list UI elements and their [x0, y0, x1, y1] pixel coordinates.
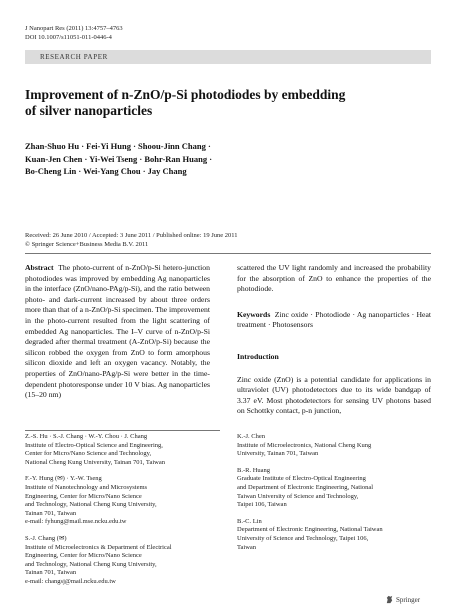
- introduction-text: Zinc oxide (ZnO) is a potential candidate for applications in ultraviolet (UV) photodetectors due to its wide bandgap of 3.37 eV. Most photodetectors for sensing UV photons based on Schottky contact, p-n junction,: [237, 374, 431, 416]
- affiliation-line: Institute of Microelectronics, National Cheng Kung: [237, 441, 372, 449]
- affiliations-right: [237, 433, 431, 560]
- affiliation-line: Taipei 106, Taiwan: [237, 501, 287, 509]
- affiliation-line: University, Tainan 701, Taiwan: [237, 450, 319, 458]
- affiliation-line: and Technology, National Cheng Kung University,: [25, 501, 157, 509]
- affiliation-line: Taiwan: [237, 543, 257, 551]
- affiliation-line: Engineering, Center for Micro/Nano Science: [25, 552, 142, 560]
- affiliation-block: [25, 535, 220, 587]
- affiliation-line: Graduate Institute of Electro-Optical Engineering: [237, 475, 366, 483]
- affiliation-line: K.-J. Chen: [237, 433, 265, 440]
- paper-title-line-2: of silver nanoparticles: [25, 103, 153, 118]
- abstract-continuation: scattered the UV light randomly and increased the probability for the absorption of ZnO to enhance the properties of the photodiode.: [237, 263, 431, 294]
- affiliations-left: [25, 433, 220, 595]
- journal-header: [25, 24, 123, 42]
- affiliation-line[interactable]: e-mail: fyhung@mail.mse.ncku.edu.tw: [25, 518, 127, 526]
- affiliation-line: F.-Y. Hung (✉) · Y.-W. Tseng: [25, 475, 102, 483]
- keywords-heading: Keywords: [237, 309, 271, 319]
- affiliation-line: and Technology, National Cheng Kung University,: [25, 560, 157, 568]
- affiliation-line: Institute of Electro-Optical Science and Engineering,: [25, 441, 163, 449]
- affiliation-block: [237, 467, 431, 510]
- copyright-notice: © Springer Science+Business Media B.V. 2011: [25, 241, 149, 248]
- author-line: Zhan-Shuo Hu · Fei-Yi Hung · Shoou-Jinn Chang ·: [25, 141, 211, 151]
- abstract-heading: Abstract: [25, 263, 54, 272]
- publisher-mark: [385, 595, 420, 604]
- journal-doi: DOI 10.1007/s11051-011-0446-4: [25, 34, 112, 41]
- affiliation-line: Taiwan University of Science and Technology,: [237, 492, 359, 500]
- springer-horse-icon: [385, 595, 394, 604]
- affiliation-block: [237, 518, 431, 552]
- affiliation-line: Tainan 701, Taiwan: [25, 509, 77, 517]
- author-line: Bo-Cheng Lin · Wei-Yang Chou · Jay Chang: [25, 166, 187, 176]
- affiliation-line: S.-J. Chang (✉): [25, 534, 67, 542]
- affiliation-line: National Cheng Kung University, Tainan 701, Taiwan: [25, 458, 165, 466]
- journal-citation: J Nanopart Res (2011) 13:4757–4763: [25, 25, 123, 32]
- publisher-name: Springer: [396, 595, 421, 604]
- affiliation-block: [25, 433, 220, 467]
- received-accepted-dates: Received: 26 June 2010 / Accepted: 3 June 2011 / Published online: 19 June 2011: [25, 232, 238, 239]
- paper-title: [25, 87, 425, 119]
- affiliation-line: Institute of Microelectronics & Department of Electrical: [25, 543, 172, 551]
- affiliation-line: Z.-S. Hu · S.-J. Chang · W.-Y. Chou · J. Chang: [25, 433, 148, 440]
- keywords-paragraph: [237, 310, 431, 331]
- abstract-paragraph: [25, 263, 210, 401]
- affiliation-line: University of Science and Technology, Taipei 106,: [237, 534, 369, 542]
- affiliation-line: Institute of Nanotechnology and Microsystems: [25, 483, 148, 491]
- keywords-text: Zinc oxide · Photodiode · Ag nanoparticles · Heat treatment · Photosensors: [237, 309, 431, 330]
- affiliation-line: Tainan 701, Taiwan: [25, 569, 77, 577]
- affiliation-line: and Department of Electronic Engineering, National: [237, 483, 374, 491]
- author-line: Kuan-Jen Chen · Yi-Wei Tseng · Bohr-Ran Huang ·: [25, 153, 213, 164]
- affiliation-line: Department of Electronic Engineering, National Taiwan: [237, 526, 383, 534]
- affiliation-line[interactable]: e-mail: changsj@mail.ncku.edu.tw: [25, 577, 116, 585]
- affiliation-block: [237, 433, 431, 459]
- publication-history: [25, 231, 238, 249]
- affiliation-line: B.-R. Huang: [237, 466, 271, 474]
- affiliation-divider: [25, 430, 220, 431]
- abstract-column: [25, 263, 210, 401]
- author-list: [25, 140, 325, 178]
- affiliation-line: Center for Micro/Nano Science and Technology,: [25, 450, 152, 458]
- right-column: [237, 263, 431, 417]
- article-type-label: RESEARCH PAPER: [40, 53, 108, 61]
- affiliation-block: [25, 475, 220, 527]
- affiliation-line: B.-C. Lin: [237, 517, 262, 525]
- affiliation-line: Engineering, Center for Micro/Nano Science: [25, 492, 142, 500]
- section-divider: [25, 253, 431, 254]
- abstract-text: The photo-current of n-ZnO/p-Si hetero-junction photodiodes was improved by embedding Ag nanoparticles in the interface (ZnO/nano-PAg/p-Si), and the ratio between photo- and dark-current increased by about three orders more than that of a n-ZnO/p-Si specimen. The improvement in the photo-current resulted from the light scattering of embedded Ag nanoparticles. The I–V curve of n-ZnO/p-Si degraded after thermal treatment (A-ZnO/p-Si) because the silicon robbed the oxygen from ZnO to form amorphous silicon dioxide and left an oxygen vacancy. Notably, the properties of ZnO/nano-PAg/p-Si were better in the time-dependent photoresponse under 10 V bias. Ag nanoparticles (15–20 nm): [25, 263, 210, 400]
- paper-title-line-1: Improvement of n-ZnO/p-Si photodiodes by embedding: [25, 87, 346, 102]
- article-type-banner: [25, 50, 431, 64]
- introduction-heading: Introduction: [237, 351, 279, 361]
